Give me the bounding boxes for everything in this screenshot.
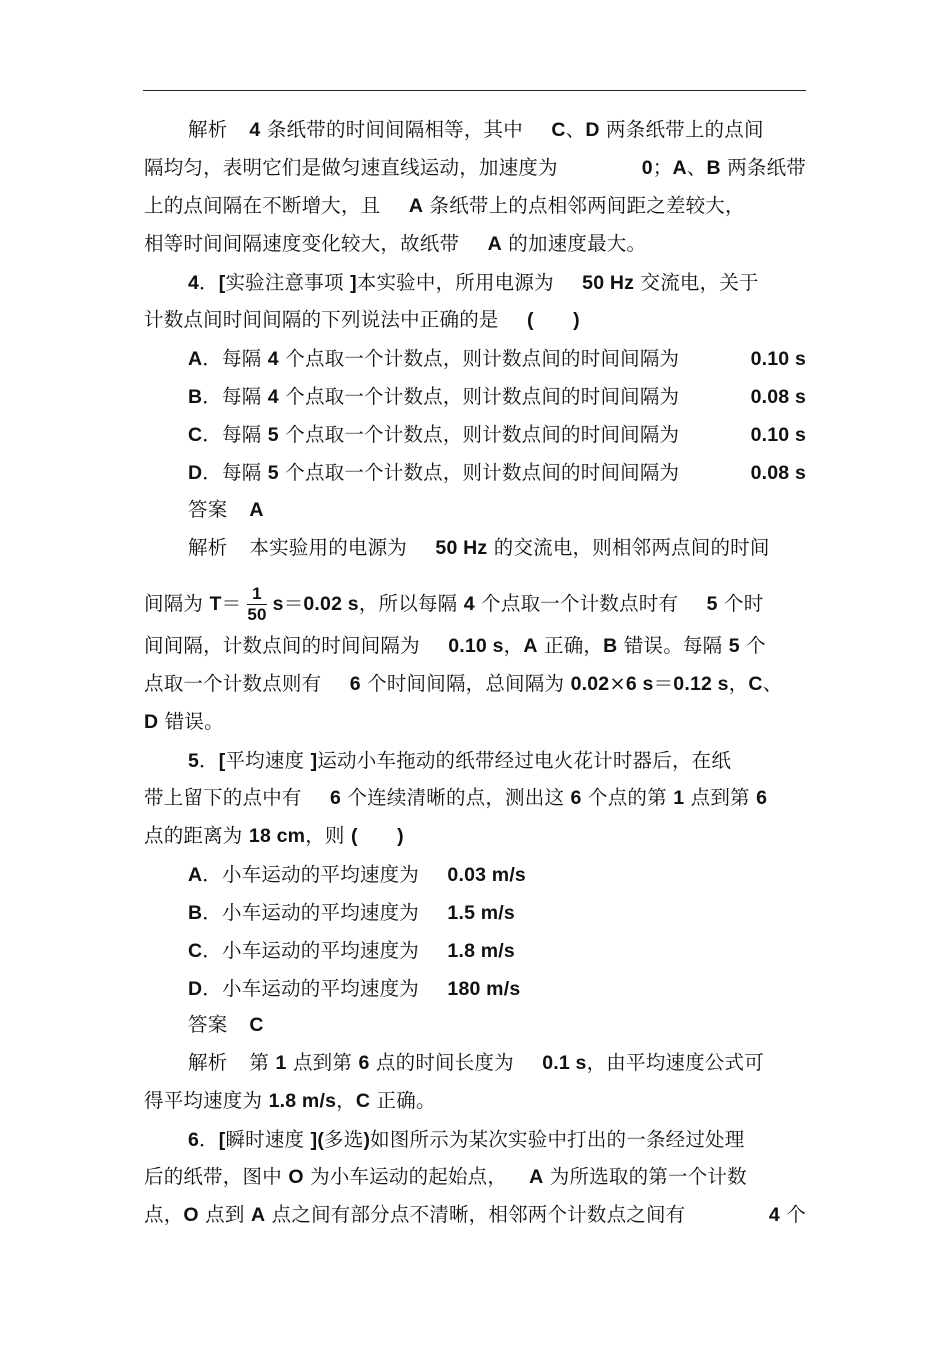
text-line: D 错误。 [144, 710, 224, 733]
text-line: 点取一个计数点则有 6 个时间间隔，总间隔为 0.02×6 s＝0.12 s，C、 [144, 672, 783, 695]
text-line: 答案 C [188, 1013, 264, 1036]
text-line: 解析 4 条纸带的时间间隔相等，其中 C、D 两条纸带上的点间 [188, 118, 764, 141]
text-line: 得平均速度为 1.8 m/s，C 正确。 [144, 1089, 436, 1112]
text-line: 间间隔，计数点间的时间间隔为 0.10 s，A 正确，B 错误。每隔 5 个 [144, 634, 766, 657]
text-line: D．每隔 5 个点取一个计数点，则计数点间的时间间隔为 0.08 s [188, 461, 806, 484]
text-line: 点，O 点到 A 点之间有部分点不清晰，相邻两个计数点之间有 4 个 [144, 1203, 806, 1226]
text-line: B．每隔 4 个点取一个计数点，则计数点间的时间间隔为 0.08 s [188, 385, 806, 408]
text-line: 隔均匀，表明它们是做匀速直线运动，加速度为 0；A、B 两条纸带 [144, 156, 806, 179]
text-line: D．小车运动的平均速度为 180 m/s [188, 977, 521, 1000]
text-line: 5．[平均速度 ]运动小车拖动的纸带经过电火花计时器后，在纸 [188, 749, 732, 772]
text-line: 间隔为 T＝ $\frac{1}{50}$ s＝0.02 s，所以每隔 4 个点取一个计数点时有 5 个时 [144, 584, 764, 624]
text-line: A．小车运动的平均速度为 0.03 m/s [188, 863, 526, 886]
text-line: 解析 第 1 点到第 6 点的时间长度为 0.1 s，由平均速度公式可 [188, 1051, 764, 1074]
text-line: 带上留下的点中有 6 个连续清晰的点，测出这 6 个点的第 1 点到第 6 [144, 786, 768, 809]
text-line: C．每隔 5 个点取一个计数点，则计数点间的时间间隔为 0.10 s [188, 423, 806, 446]
text-line: A．每隔 4 个点取一个计数点，则计数点间的时间间隔为 0.10 s [188, 347, 806, 370]
text-line: 后的纸带，图中 O 为小车运动的起始点， A 为所选取的第一个计数 [144, 1165, 747, 1188]
text-line: C．小车运动的平均速度为 1.8 m/s [188, 939, 515, 962]
text-line: 上的点间隔在不断增大，且 A 条纸带上的点相邻两间距之差较大， [144, 194, 745, 217]
text-line: 相等时间间隔速度变化较大，故纸带 A 的加速度最大。 [144, 232, 647, 255]
text-line: 4．[实验注意事项 ]本实验中，所用电源为 50 Hz 交流电，关于 [188, 271, 759, 294]
text-line: 答案 A [188, 498, 264, 521]
text-line: 6．[瞬时速度 ](多选)如图所示为某次实验中打出的一条经过处理 [188, 1128, 745, 1151]
text-line: 解析 本实验用的电源为 50 Hz 的交流电，则相邻两点间的时间 [188, 536, 770, 559]
text-line: 计数点间时间间隔的下列说法中正确的是 ( ) [144, 308, 580, 331]
text-line: 点的距离为 18 cm，则 ( ) [144, 824, 404, 847]
header-rule [143, 90, 806, 91]
text-line: B．小车运动的平均速度为 1.5 m/s [188, 901, 515, 924]
